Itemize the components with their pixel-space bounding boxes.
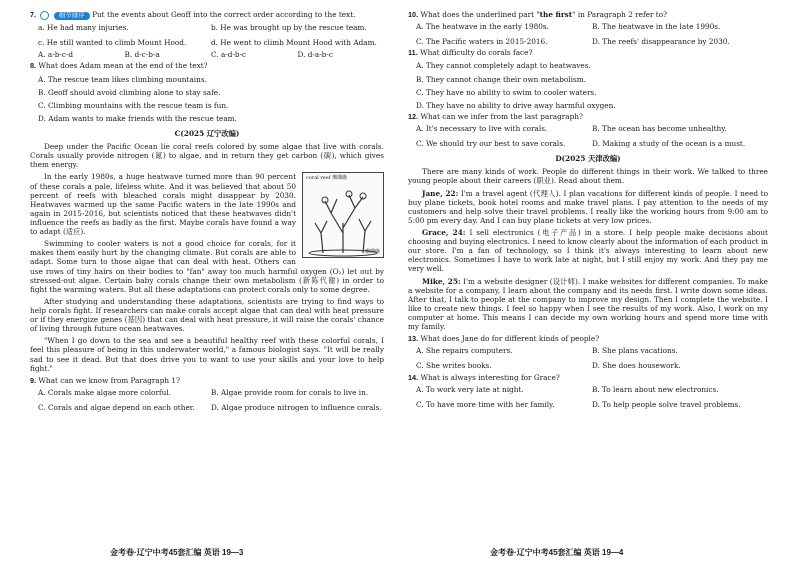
illustration-label: coral reef 珊瑚礁 (306, 175, 348, 182)
option[interactable]: D. She does housework. (592, 361, 681, 371)
right-page (408, 8, 768, 411)
question-stem: What does Jane do for different kinds of people? (420, 334, 600, 344)
question-tag: 细节排序 (54, 12, 90, 20)
coral-icon (303, 173, 383, 257)
question-14 (408, 373, 768, 382)
question-stem: What can we infer from the last paragraph? (420, 111, 583, 121)
question-number: 11. (408, 48, 418, 58)
illustration-caption: 珊瑚礁 (364, 249, 380, 256)
question-stem-pre: What does the underlined part " (420, 10, 540, 19)
circle-icon (40, 11, 49, 20)
person-name: Jane, 22: (422, 188, 459, 198)
option[interactable]: C. To have more time with her family. (416, 399, 555, 409)
q7-events (38, 23, 384, 47)
option[interactable]: D. Adam wants to make friends with the rescue team. (38, 113, 237, 123)
q10-options (416, 22, 768, 46)
person-text: I'm a website designer (设计师). I make websites for different companies. To make a website for a company, I learn about the company and its needs first. I write down some ideas. After that, I talk to people at the company to improve my design. Then I complete the website. I like to create new things. I feel so happy when I see the results of my work. Also, I work on my computer at home. This means I can decide my own working hours and spend more time with my family. (408, 276, 768, 332)
option[interactable]: B. Geoff should avoid climbing alone to stay safe. (38, 87, 221, 97)
option[interactable]: B. Algae provide room for corals to live in. (211, 387, 369, 397)
q12-options (416, 124, 768, 148)
question-13 (408, 334, 768, 343)
question-number: 12. (408, 111, 419, 121)
question-number: 10. (408, 10, 419, 19)
passage-paragraph: "When I go down to the sea and see a beautiful healthy reef with these colorful corals, I feel this pleasure of being in this underwater world," a famous biologist says. "It will be really sad to see it dead. But that does drive you to want to use your skills and your love to help fight." (30, 336, 384, 373)
option[interactable]: B. She plans vacations. (592, 346, 678, 356)
option[interactable]: D. To help people solve travel problems. (592, 399, 741, 409)
option[interactable]: B. The heatwave in the late 1990s. (592, 22, 721, 32)
option[interactable]: A. The heatwave in the early 1980s. (416, 22, 549, 32)
question-number: 8. (30, 61, 37, 71)
person-paragraph (408, 189, 768, 225)
passage-paragraph: After studying and understanding these adaptations, scientists are trying to find ways to help corals fight. If researchers can make corals accept algae that can deal with heat pressure or if they energize genes (基因) that can deal with heat pressure, it will raise the corals' chance of living through future ocean heatwaves. (30, 296, 384, 334)
option[interactable]: C. Climbing mountains with the rescue team is fun. (38, 100, 229, 110)
option[interactable]: D. Algae produce nitrogen to influence corals. (211, 402, 382, 412)
event: a. He had many injuries. (38, 23, 129, 33)
person-paragraph (408, 228, 768, 274)
q14-options (416, 385, 768, 409)
passage-intro: There are many kinds of work. People do different things in their work. We talked to three young people about their careers (职业). Read about them. (408, 167, 768, 186)
event: b. He was brought up by the rescue team. (211, 23, 367, 33)
question-stem: Put the events about Geoff into the correct order according to the text. (92, 10, 356, 19)
option[interactable]: C. The Pacific waters in 2015-2016. (416, 37, 548, 47)
passage-paragraph: Deep under the Pacific Ocean lie coral reefs colored by some algae that live with corals. Corals usually provide nitrogen (氮) to algae, and in return they get carbon (碳), which gives them energy. (30, 142, 384, 170)
question-10 (408, 10, 768, 19)
q8-options (30, 75, 384, 123)
left-page (30, 8, 384, 414)
option[interactable]: A. It's necessary to live with corals. (416, 123, 548, 133)
option[interactable]: A. They cannot completely adapt to heatwaves. (416, 61, 591, 71)
section-d-heading: D(2025 天津改编) (555, 154, 621, 164)
option[interactable]: B. To learn about new electronics. (592, 384, 719, 394)
question-9 (30, 376, 384, 385)
option[interactable]: C. She writes books. (416, 361, 492, 371)
person-name: Grace, 24: (422, 227, 466, 237)
question-8 (30, 61, 384, 70)
question-stem: What can we know from Paragraph 1? (38, 375, 180, 385)
question-7 (30, 10, 384, 20)
question-11 (408, 48, 768, 57)
option[interactable]: A. Corals make algae more colorful. (38, 387, 171, 397)
passage-paragraph: Swimming to cooler waters is not a good choice for corals, for it makes them easily hurt by the changing climate. But corals are able to adapt. Some turn to those algae that can deal with heat. Others can use rows of tiny hairs on their bodies to "fan" away too much harmful oxygen (O₂) let out by stressed-out algae. Certain baby corals change their own metabolism (新陈代谢) in order to fight the warming waters. But all these adaptations can protect corals only to some degree. (30, 239, 384, 294)
option[interactable]: C. a-d-b-c (211, 50, 247, 60)
page-footer-right: 金考卷·辽宁中考45套汇编 英语 19—4 (490, 548, 624, 557)
option[interactable]: C. Corals and algae depend on each other. (38, 402, 195, 412)
section-c-heading: C(2025 辽宁改编) (174, 129, 240, 138)
option[interactable]: A. The rescue team likes climbing mountains. (38, 74, 207, 84)
option[interactable]: D. The reefs' disappearance by 2030. (592, 37, 730, 47)
event: d. He went to climb Mount Hood with Adam. (211, 38, 377, 48)
coral-reef-illustration (302, 172, 384, 258)
person-paragraph (408, 277, 768, 332)
option[interactable]: A. To work very late at night. (416, 384, 524, 394)
option[interactable]: A. She repairs computers. (416, 346, 513, 356)
option[interactable]: A. a-b-c-d (38, 50, 74, 60)
option[interactable]: B. The ocean has become unhealthy. (592, 123, 727, 133)
question-stem: What does Adam mean at the end of the text? (38, 61, 208, 71)
question-number: 7. (30, 10, 37, 19)
option[interactable]: C. They have no ability to swim to cooler waters. (416, 87, 597, 97)
option[interactable]: D. d-a-b-c (297, 50, 333, 60)
page-footer-left: 金考卷·辽宁中考45套汇编 英语 19—3 (110, 548, 244, 557)
question-number: 14. (408, 372, 419, 382)
q13-options (416, 346, 768, 370)
person-name: Mike, 25: (422, 276, 461, 286)
q11-options (408, 61, 768, 109)
question-stem: What difficulty do corals face? (420, 48, 533, 58)
option[interactable]: C. We should try our best to save corals. (416, 139, 566, 149)
option[interactable]: B. d-c-b-a (124, 50, 160, 60)
question-stem-post: " in Paragraph 2 refer to? (572, 10, 668, 19)
event: c. He still wanted to climb Mount Hood. (38, 38, 187, 48)
question-number: 13. (408, 334, 419, 344)
option[interactable]: D. Making a study of the ocean is a must. (592, 139, 746, 149)
q7-options (38, 50, 384, 59)
option[interactable]: B. They cannot change their own metabolism. (416, 74, 586, 84)
question-stem: What is always interesting for Grace? (420, 372, 560, 382)
question-12 (408, 112, 768, 121)
passage-paragraph: In the early 1980s, a huge heatwave turned more than 90 percent of these corals a pale, lifeless white. And it was believed that about 50 percent of reefs with bleached corals might disappear by 2030. Heatwaves warmed up the same Pacific waters in the late 1990s and again in 2015-2016, but scientists noticed that these heatwaves didn't influence the reefs as badly as the first. Maybe corals have found a way to adapt (适应). (30, 172, 296, 237)
option[interactable]: D. They have no ability to drive away harmful oxygen. (416, 100, 616, 110)
underlined-term: the first (539, 10, 573, 19)
q9-options (38, 388, 384, 412)
person-text: I'm a travel agent (代理人). I plan vacations for different kinds of people. I need to buy plane tickets, book hotel rooms and make travel plans. I pay attention to the needs of my customers and help solve their travel problems. I really like the working hours from 9:00 am to 5:00 pm every day. And I can buy plane tickets at very low prices. (408, 188, 768, 225)
question-number: 9. (30, 375, 37, 385)
person-text: I sell electronics (电子产品) in a store. I help people make decisions about choosing and buying electronics. I need to know clearly about the information of each product in our store. I'm a fan of technology, so I think it's always interesting to learn about new electronics. Sometimes I have to work late at night, but I still enjoy my work. And they pay me very well. (408, 227, 768, 274)
